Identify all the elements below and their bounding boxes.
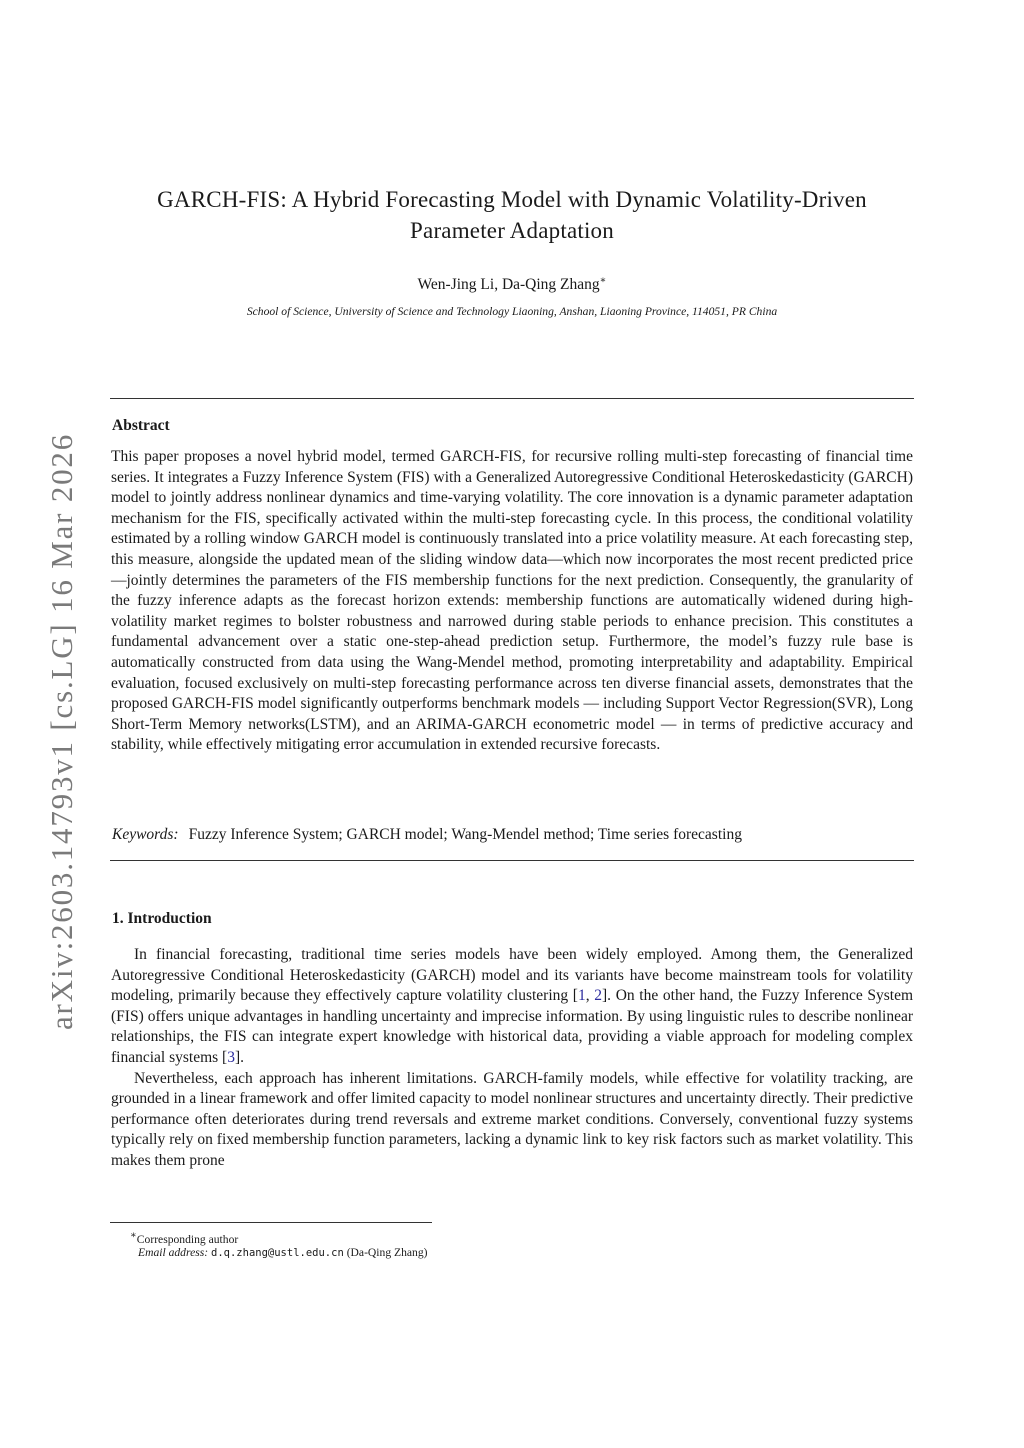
arxiv-identifier-stamp: arXiv:2603.14793v1 [cs.LG] 16 Mar 2026: [44, 432, 79, 1030]
author-names: Wen-Jing Li, Da-Qing Zhang: [417, 276, 600, 294]
abstract-body: [111, 447, 913, 756]
intro-p1-text-a: In financial forecasting, traditional time series models have been widely employed. Among them, the Generalized Autoregressive Conditional Heteroskedasticity (GARCH) model and its variants have become mainstream tools for volatility modeling, primarily because they effectively capture volatility clustering [: [111, 946, 913, 1005]
abstract-top-rule: [110, 398, 914, 399]
author-list: [112, 275, 912, 294]
footnote-rule: [110, 1222, 432, 1223]
keywords-label: Keywords:: [112, 826, 179, 843]
introduction-body: [111, 945, 913, 1172]
keywords-list: Fuzzy Inference System; GARCH model; Wang-Mendel method; Time series forecasting: [188, 826, 742, 843]
paper-title: GARCH-FIS: A Hybrid Forecasting Model with Dynamic Volatility-Driven Parameter Adaptation: [157, 187, 867, 243]
citation-separator: ,: [585, 987, 595, 1005]
abstract-paragraph: This paper proposes a novel hybrid model, termed GARCH-FIS, for recursive rolling multi-step forecasting of financial time series. It integrates a Fuzzy Inference System (FIS) with a Generalized Autoregressive Conditional Heteroskedasticity (GARCH) model to jointly address nonlinear dynamics and time-varying volatility. The core innovation is a dynamic parameter adaptation mechanism for the FIS, specifically activated within the multi-step forecasting cycle. In this process, the conditional volatility estimated by a rolling window GARCH model is continuously translated into a price volatility measure. At each forecasting step, this measure, alongside the updated mean of the sliding window data—which now incorporates the most recent predicted price—jointly determines the parameters of the FIS membership functions for the next prediction. Consequently, the granularity of the fuzzy inference adapts as the forecast horizon extends: membership functions are automatically widened during high-volatility market regimes to bolster robustness and narrowed during stable periods to enhance precision. This constitutes a fundamental advancement over a static one-step-ahead prediction setup. Furthermore, the model’s fuzzy rule base is automatically constructed from data using the Wang-Mendel method, promoting interpretability and adaptability. Empirical evaluation, focused exclusively on multi-step forecasting performance across ten diverse financial assets, demonstrates that the proposed GARCH-FIS model significantly outperforms benchmark models — including Support Vector Regression(SVR), Long Short-Term Memory networks(LSTM), and an ARIMA-GARCH econometric model — in terms of predictive accuracy and stability, while effectively mitigating error accumulation in extended recursive forecasts.: [111, 448, 913, 754]
email-owner: (Da-Qing Zhang): [346, 1246, 428, 1259]
footnote-email: [138, 1245, 428, 1261]
intro-p1-text-c: ].: [234, 1048, 245, 1066]
citation-link-3[interactable]: 3: [227, 1048, 235, 1066]
email-label: Email address:: [138, 1246, 209, 1259]
email-address-link[interactable]: d.q.zhang@ustl.edu.cn: [211, 1247, 344, 1259]
author-affiliation: School of Science, University of Science and Technology Liaoning, Anshan, Liaoning Province, 114051, PR China: [246, 305, 778, 318]
intro-p1-text-b: ]. On the other hand, the Fuzzy Inference System (FIS) offers unique advantages in handling uncertainty and imprecise information. By using linguistic rules to describe nonlinear relationships, the FIS can integrate expert knowledge with historical data, providing a viable approach for modeling complex financial systems [: [111, 987, 914, 1066]
citation-link-1[interactable]: 1: [577, 987, 586, 1005]
abstract-heading: Abstract: [112, 417, 170, 434]
introduction-heading: 1. Introduction: [112, 910, 212, 927]
footnote-mark: ∗: [130, 1230, 137, 1241]
corresponding-author-mark: ∗: [599, 275, 607, 286]
introduction-paragraph-2: Nevertheless, each approach has inherent limitations. GARCH-family models, while effective for volatility tracking, are grounded in a linear framework and offer limited capacity to model nonlinear structures and uncertainty directly. Their predictive performance often deteriorates during trend reversals and extreme market conditions. Conversely, conventional fuzzy systems typically rely on fixed membership function parameters, lacking a dynamic link to key risk factors such as market volatility. This makes them prone: [111, 1069, 913, 1169]
introduction-paragraph-1: [111, 945, 913, 1069]
footnote-corresponding-text: Corresponding author: [136, 1232, 239, 1246]
abstract-bottom-rule: [110, 860, 914, 861]
keywords-line: [112, 826, 912, 844]
citation-link-2[interactable]: 2: [594, 987, 602, 1005]
